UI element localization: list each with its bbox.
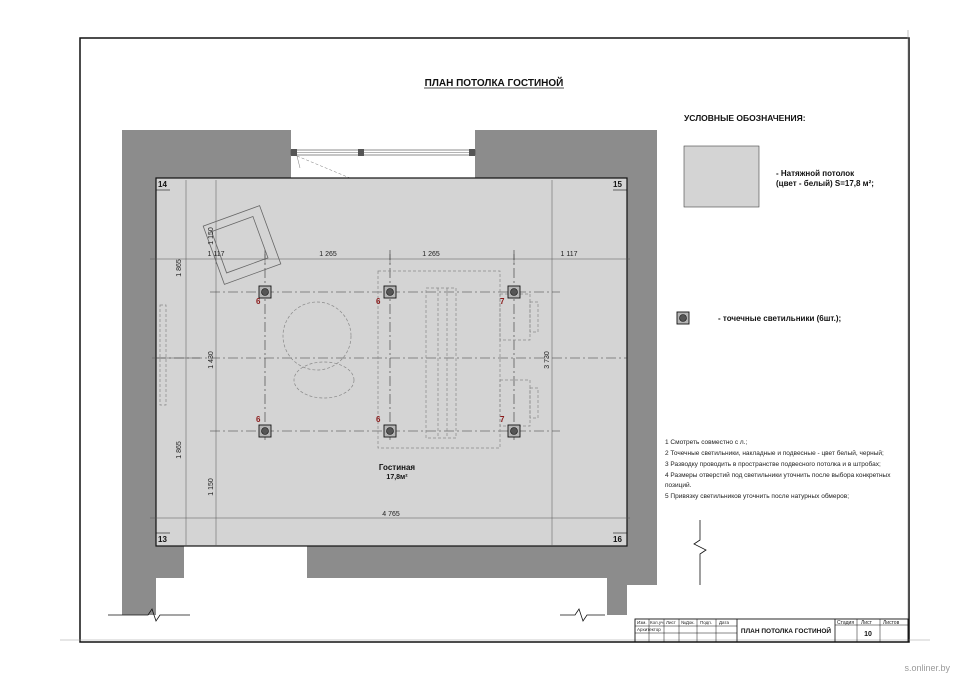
fixture-label: 7 [500,297,505,306]
note-line: позиций. [665,482,692,489]
legend-spots-label: - точечные светильники (6шт.); [718,314,842,323]
room-name: Гостиная [378,463,416,472]
note-line: 3 Разводку проводить в пространстве подвесного потолка и в штробах; [665,461,881,468]
dim-top-4: 1 117 [560,251,578,258]
corner-label-15: 15 [613,180,622,189]
stretch-ceiling-area [156,178,627,546]
tb-header: Кол.уч. [650,620,665,625]
dim-left-inner-1: 1 150 [208,227,215,245]
watermark: s.onliner.by [904,663,950,673]
dim-left-inner-2: 1 430 [208,351,215,369]
tb-header: Изм. [637,620,647,625]
notes [665,439,891,500]
title-block-text [637,620,900,638]
spot-light-icon [259,425,271,437]
legend-heading: УСЛОВНЫЕ ОБОЗНАЧЕНИЯ: [684,113,806,123]
legend-spot-light-icon [677,312,689,324]
tb-header: Подп. [700,620,712,625]
spot-light-icon [508,425,520,437]
tb-col-header: Стадия [837,620,855,626]
dim-left-inner-3: 1 150 [208,478,215,496]
spot-light-icon [384,286,396,298]
dim-left-outer-1: 1 865 [176,259,183,277]
tb-sheet-title: ПЛАН ПОТОЛКА ГОСТИНОЙ [740,628,832,635]
legend-ceiling-line1: - Натяжной потолок [776,169,855,178]
tb-sheet-number: 10 [864,631,872,638]
legend-ceiling-line2: (цвет - белый) S=17,8 м²; [776,179,874,188]
room-area: 17,8м² [386,474,408,481]
dim-left-outer-2: 1 865 [176,441,183,459]
note-line: 2 Точечные светильники, накладные и подвесные - цвет белый, черный; [665,450,884,457]
fixture-label: 6 [256,415,261,424]
corner-label-13: 13 [158,535,167,544]
corner-label-16: 16 [613,535,622,544]
tb-header: Лист [666,620,676,625]
dim-right: 3 730 [544,351,551,369]
dim-bottom: 4 765 [382,511,400,518]
fixture-label: 6 [256,297,261,306]
spot-light-icon [508,286,520,298]
drawing-title: ПЛАН ПОТОЛКА ГОСТИНОЙ [424,78,564,89]
tb-header: Дата [719,620,729,625]
fixture-label: 6 [376,297,381,306]
dim-top-3: 1 265 [422,251,440,258]
fixture-label: 7 [500,415,505,424]
note-line: 1 Смотреть совместно с л.; [665,439,748,446]
note-line: 4 Размеры отверстий под светильники уточнить после выбора конкретных [665,472,891,479]
legend-ceiling-swatch [684,146,759,207]
dim-top-2: 1 265 [319,251,337,258]
dim-top-1: 1 117 [207,251,225,258]
spot-light-icon [259,286,271,298]
tb-architect: Архитектор [637,627,661,632]
tb-col-header: Лист [861,620,872,626]
tb-col-header: Листов [883,620,900,626]
corner-label-14: 14 [158,180,167,189]
tb-header: №Док. [681,620,695,625]
note-line: 5 Привязку светильников уточнить после натурных обмеров; [665,493,850,500]
spot-light-icon [384,425,396,437]
fixture-label: 6 [376,415,381,424]
